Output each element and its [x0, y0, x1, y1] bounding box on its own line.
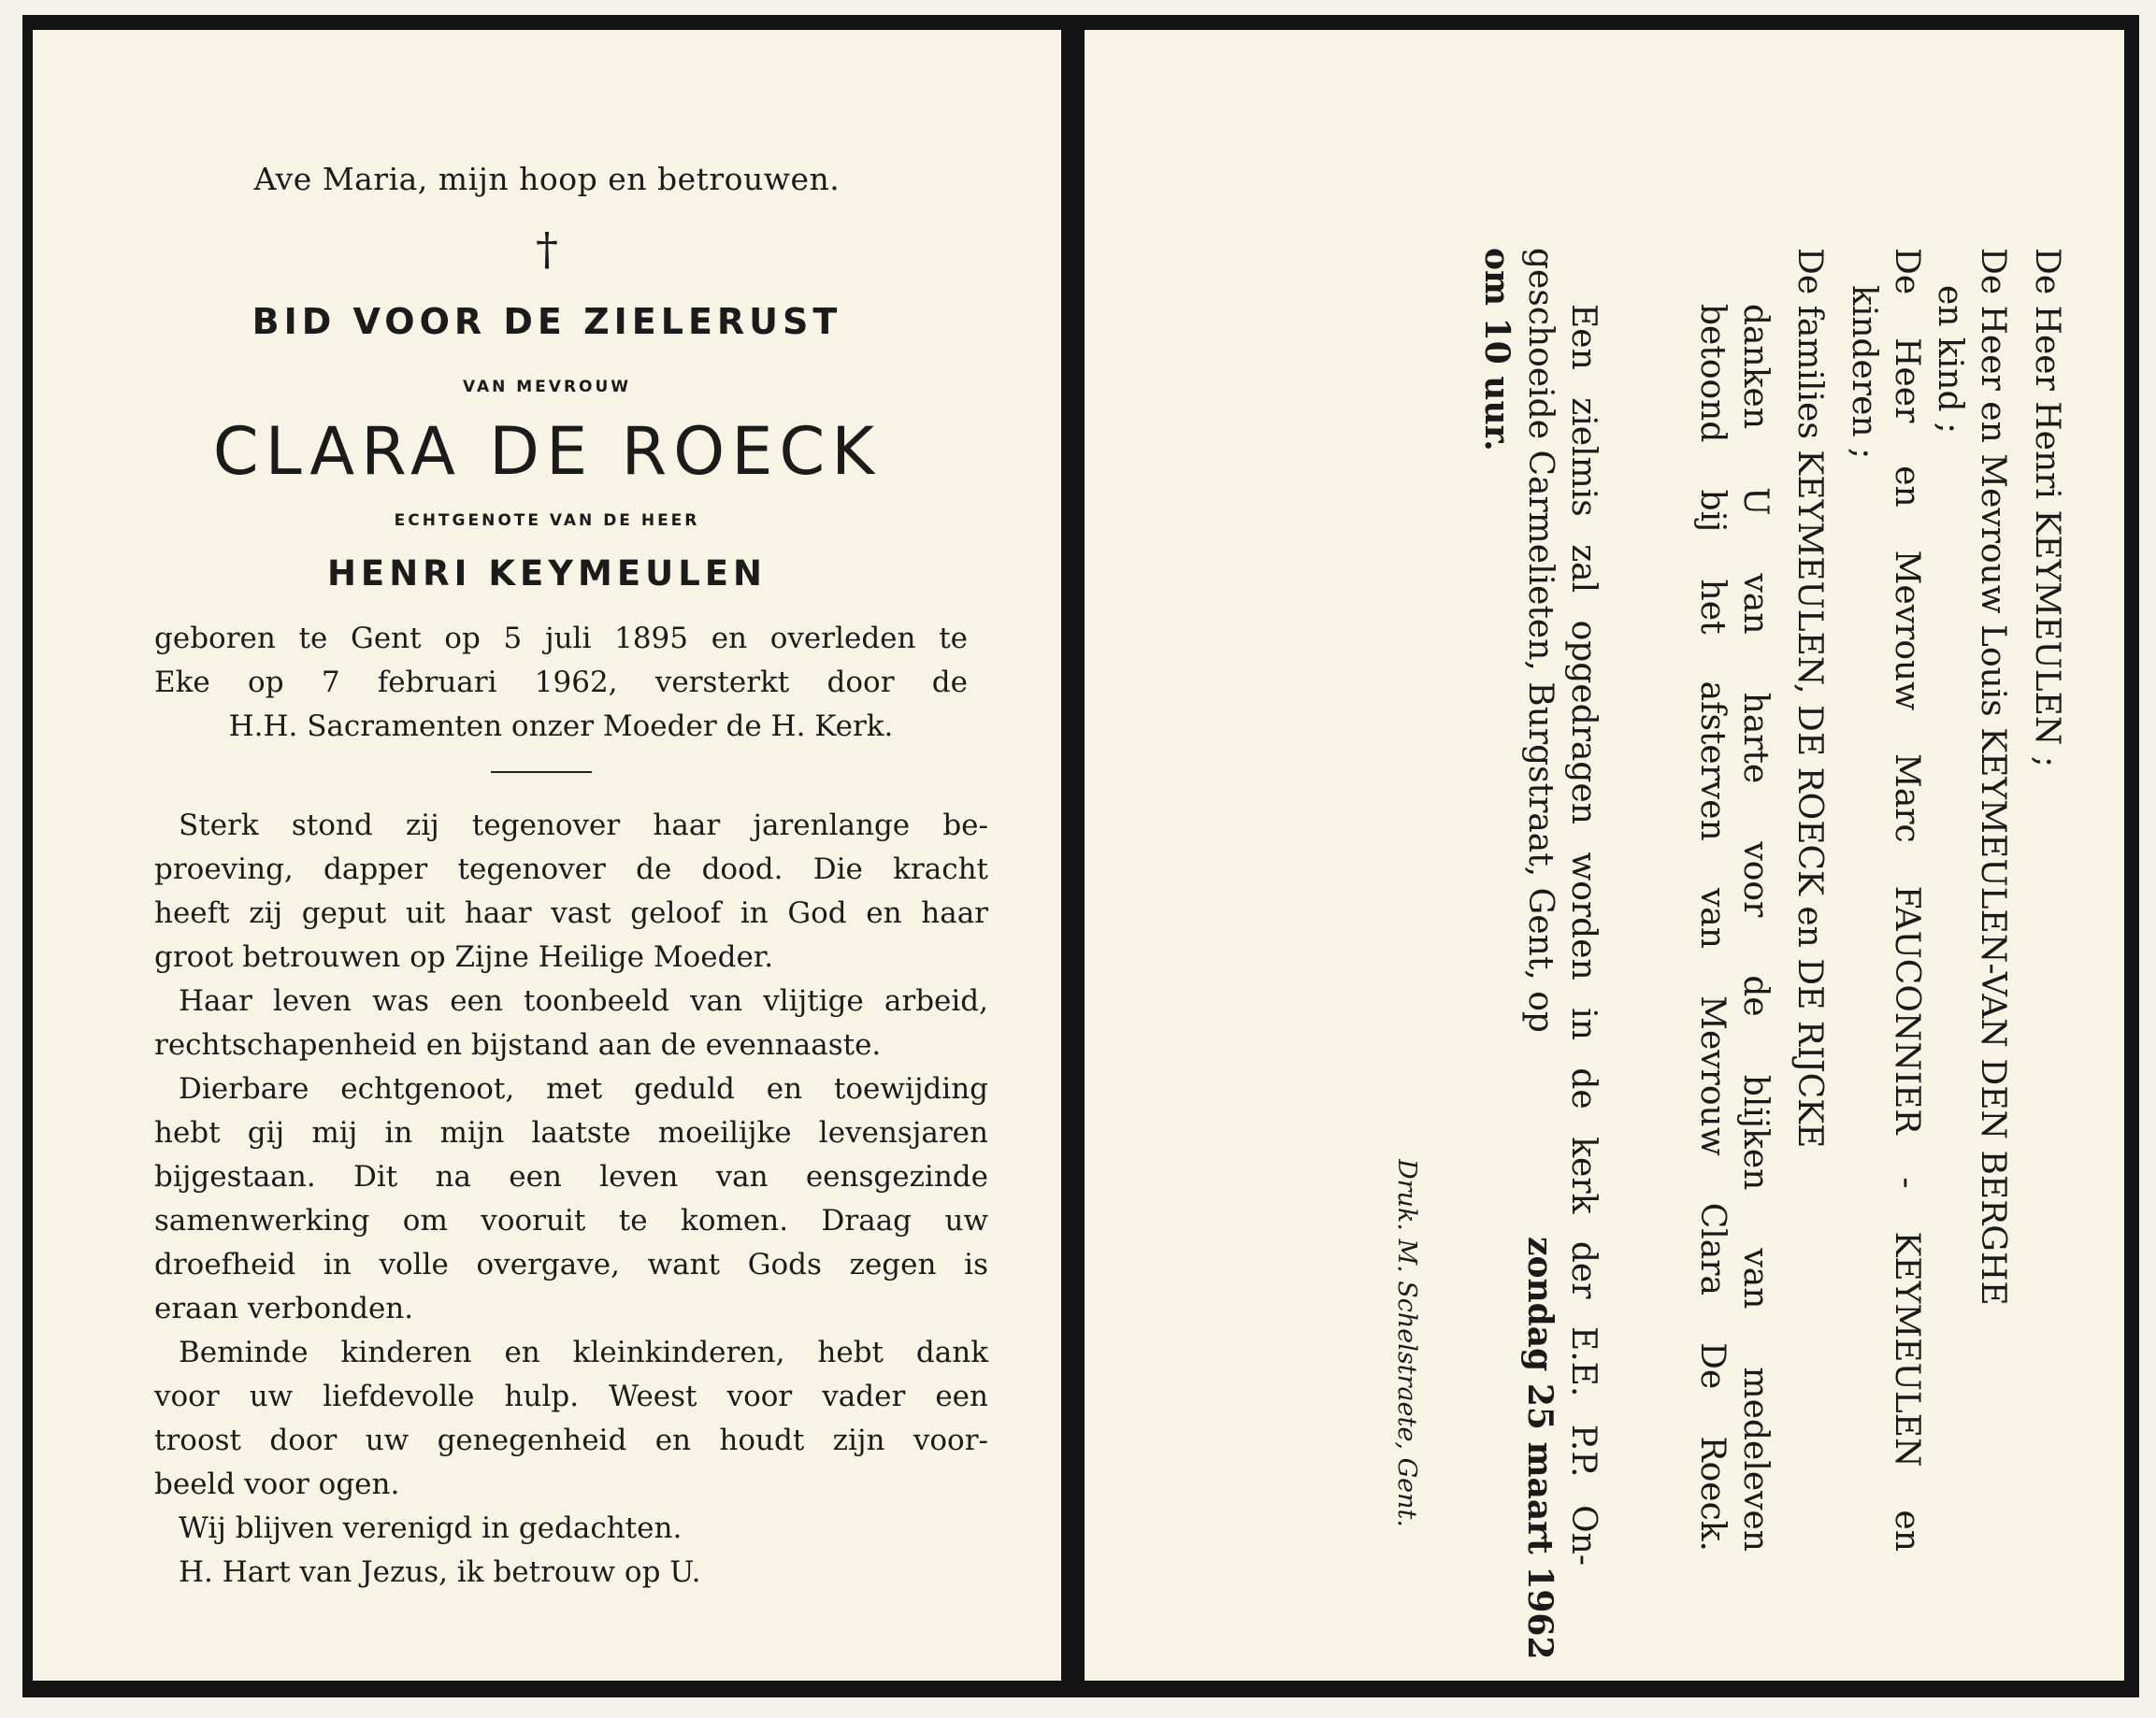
family-line: De Heer en Mevrouw Louis KEYMEULEN-VAN DEN BERGHE	[1974, 248, 2012, 1306]
text-line: Wij blijven verenigd in gedachten.	[179, 1511, 683, 1545]
text-line: rechtschapenheid en bijstand aan de evennaaste.	[154, 1028, 882, 1062]
text-line: droefheid in volle overgave, want Gods zegen is	[154, 1248, 988, 1281]
text-line: proeving, dapper tegenover de dood. Die kracht	[154, 852, 988, 886]
family-line: De families KEYMEULEN, DE ROECK en DE RIJCKE	[1790, 248, 1829, 1149]
text-line: Sterk stond zij tegenover haar jarenlange be-	[179, 809, 988, 842]
printer-credit: Druk. M. Schelstraete, Gent.	[1392, 1159, 1421, 1527]
rotated-text-block	[1085, 89, 2124, 1660]
text-line: Beminde kinderen en kleinkinderen, hebt dank	[179, 1336, 988, 1369]
mass-date: zondag 25 maart 1962	[1520, 1237, 1560, 1660]
left-panel	[33, 30, 1061, 1681]
family-line: De Heer Henri KEYMEULEN ;	[2028, 248, 2066, 767]
text-line: groot betrouwen op Zijne Heilige Moeder.	[154, 940, 774, 974]
family-line: kinderen ;	[1845, 285, 1883, 460]
van-mevrouw-label: VAN MEVROUW	[462, 378, 632, 396]
mass-time: om 10 uur.	[1477, 248, 1516, 451]
cross-symbol: †	[536, 223, 558, 276]
invocation: Ave Maria, mijn hoop en betrouwen.	[253, 161, 841, 197]
bio-line: geboren te Gent op 5 juli 1895 en overleden te	[154, 622, 968, 655]
spouse-label: ECHTGENOTE VAN DE HEER	[394, 511, 700, 530]
right-panel-text	[1085, 30, 2124, 1681]
divider	[491, 771, 592, 773]
text-line: heeft zij geput uit haar vast geloof in God en haar	[154, 896, 988, 930]
thanks-line: danken U van harte voor de blijken van medeleven	[1736, 304, 1775, 1552]
text-line: Dierbare echtgenoot, met geduld en toewijding	[179, 1072, 988, 1106]
memorial-text	[154, 804, 988, 1595]
thanks-line: betoond bij het afsterven van Mevrouw Clara De Roeck.	[1693, 304, 1732, 1552]
text-line: Haar leven was een toonbeeld van vlijtige arbeid,	[179, 984, 988, 1018]
text-line: troost door uw genegenheid en houdt zijn voor-	[154, 1424, 988, 1457]
text-line: beeld voor ogen.	[154, 1467, 400, 1501]
husband-name: HENRI KEYMEULEN	[326, 553, 768, 594]
text-line: eraan verbonden.	[154, 1292, 414, 1325]
prayer-heading: BID VOOR DE ZIELERUST	[252, 301, 842, 342]
mass-line: geschoeide Carmelieten, Burgstraat, Gent, op	[1521, 248, 1560, 1033]
family-line: en kind ;	[1931, 285, 1969, 435]
text-line: H. Hart van Jezus, ik betrouw op U.	[179, 1555, 701, 1589]
text-line: hebt gij mij in mijn laatste moeilijke levensjaren	[154, 1116, 988, 1150]
bio-line: H.H. Sacramenten onzer Moeder de H. Kerk.	[228, 709, 894, 743]
text-line: bijgestaan. Dit na een leven van eensgezinde	[154, 1160, 988, 1194]
text-line: voor uw liefdevolle hulp. Weest voor vader een	[154, 1380, 988, 1413]
family-line: De Heer en Mevrouw Marc FAUCONNIER - KEYMEULEN en	[1888, 248, 1926, 1552]
deceased-name: CLARA DE ROECK	[212, 413, 882, 490]
text-line: samenwerking om vooruit te komen. Draag uw	[154, 1204, 988, 1238]
mass-line: Een zielmis zal opgedragen worden in de kerk der E.E. P.P. On-	[1564, 304, 1603, 1566]
biography	[154, 617, 968, 749]
bio-line: Eke op 7 februari 1962, versterkt door de	[154, 666, 968, 699]
